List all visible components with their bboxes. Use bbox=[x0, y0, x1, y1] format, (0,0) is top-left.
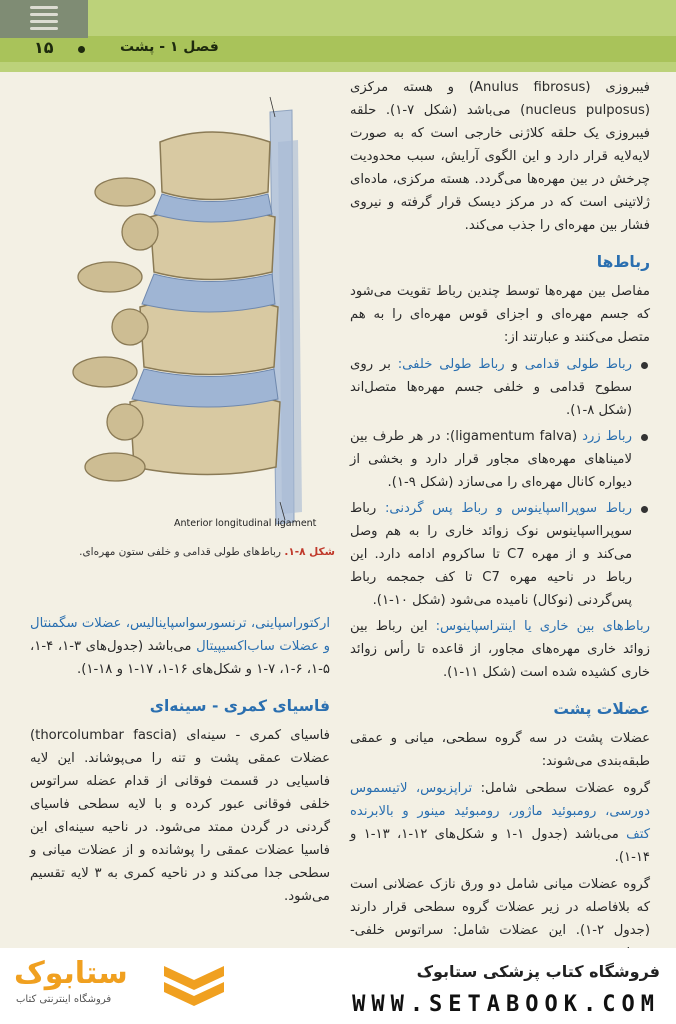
superficial-paragraph: گروه عضلات سطحی شامل: تراپزیوس، لاتیسموس دورسی، رومبوئید ماژور، رومبوئید مینور و بالابرنده کتف می‌باشد (جدول ۱-۱ و شکل‌های ۱۲-۱، ۱۳-۱ و ۱۴-۱). bbox=[350, 781, 651, 865]
header-band bbox=[0, 36, 676, 62]
disc-paragraph: فیبروزی (Anulus fibrosus) و هسته مرکزی (nucleus pulposus) می‌باشد (شکل ۷-۱). حلقه فیبروزی یک حلقه کلاژنی خارجی است که به صورت لایه‌لایه قرار دارد و این الگوی آرایش، سبب محدودیت چرخش در بین مهره‌ها می‌گردد. هسته مرکزی، ماده‌ای ژلاتینی است که در مرکز دیسک قرار گرفته و نیروی فشار بین مهره‌ای را جذب می‌کند. bbox=[350, 80, 650, 233]
chapter-title: فصل ۱ - پشت bbox=[120, 39, 219, 55]
page-header bbox=[0, 0, 676, 72]
list-item: رباط سوپرااسپاینوس و رباط پس گردنی: رباط سوپرااسپاینوس نوک زوائد خاری را به هم وصل می‌کند و از مهره C7 تا ساکروم ادامه دارد. این رباط در ناحیه مهره C7 تا کف جمجمه رباط پس‌گردنی (نوکال) نامیده می‌شود (شکل ۱۰-۱). bbox=[350, 497, 650, 612]
fascia-heading: فاسیای کمری - سینه‌ای bbox=[149, 697, 330, 715]
store-logo-icon bbox=[160, 958, 228, 1014]
store-name: فروشگاه کتاب پزشکی ستابوک bbox=[416, 962, 660, 981]
store-url[interactable]: WWW.SETABOOK.COM bbox=[352, 992, 660, 1017]
muscles-heading: عضلات پشت bbox=[553, 700, 650, 718]
store-logo-text: ستابوک bbox=[14, 956, 128, 991]
muscles-intro: عضلات پشت در سه گروه سطحی، میانی و عمقی طبقه‌بندی می‌شوند: bbox=[350, 731, 650, 769]
list-item: رباط طولی قدامی و رباط طولی خلفی: بر روی سطوح قدامی و خلفی جسم مهره‌ها متصل‌اند (شکل ۸-۱). bbox=[350, 353, 650, 422]
figure-label-anterior: Anterior longitudinal ligament bbox=[174, 518, 317, 529]
right-column bbox=[350, 76, 650, 969]
spine-illustration bbox=[70, 82, 332, 542]
deep-muscles-paragraph: ارکتوراسپاینی، ترنسورسواسپاینالیس، عضلات سگمنتال و عضلات ساب‌اکسیپیتال می‌باشد (جدول‌های ۳-۱، ۴-۱، ۵-۱، ۶-۱، ۷-۱ و شکل‌های ۱۶-۱، ۱۷-۱ و ۱۸-۱). bbox=[30, 616, 330, 677]
middle-paragraph: گروه عضلات میانی شامل دو ورق نازک عضلانی است که بلافاصله در زیر عضلات گروه سطحی قرار دارند (جدول ۲-۱). این عضلات شامل: سراتوس خلفی- bbox=[350, 877, 650, 938]
caption-text: رباط‌های طولی قدامی و خلفی ستون مهره‌ای. bbox=[79, 546, 285, 558]
list-item: رباط زرد (ligamentum falva): در هر طرف بین لامیناهای مهره‌های مجاور قرار دارد و بخشی از دیواره کانال مهره‌ای را می‌سازد (شکل ۹-۱). bbox=[350, 425, 650, 494]
page-number: ۱۵ bbox=[34, 38, 54, 57]
fascia-paragraph: فاسیای کمری - سینه‌ای (thorcolumbar fascia) عضلات عمقی پشت و تنه را می‌پوشاند. این لایه فاسیایی در قسمت فوقانی از قدام عضله سراتوس خلفی فوقانی عبور کرده و با لایه سطحی فاسیای گردنی در گردن ممتد می‌شود. در ناحیه سینه‌ای این فاسیا عضلات عمقی را پوشانده و از عضلات میانی و سطحی جدا می‌کند و در ناحیه کمری به ۳ لایه تقسیم می‌شود. bbox=[30, 728, 330, 904]
caption-number: شکل ۸-۱. bbox=[284, 546, 335, 558]
ligaments-heading: رباط‌ها bbox=[596, 253, 650, 271]
header-dot-icon bbox=[78, 46, 85, 53]
interspinous-paragraph: رباط‌های بین خاری یا اینتراسپاینوس: این رباط بین زوائد خاری مهره‌های مجاور، از قاعده تا رأس زوائد خاری کشیده شده است (شکل ۱۱-۱). bbox=[350, 619, 650, 680]
figure-caption bbox=[70, 546, 335, 558]
store-logo-subtitle: فروشگاه اینترنتی کتاب bbox=[16, 994, 112, 1005]
store-banner bbox=[0, 948, 676, 1024]
left-column bbox=[30, 612, 330, 912]
ligaments-intro: مفاصل بین مهره‌ها توسط چندین رباط تقویت می‌شود که جسم مهره‌ای و اجزای قوس مهره‌ای را به هم متصل می‌کنند و عبارتند از: bbox=[350, 284, 650, 345]
skeleton-thumbnail-icon bbox=[0, 0, 88, 38]
